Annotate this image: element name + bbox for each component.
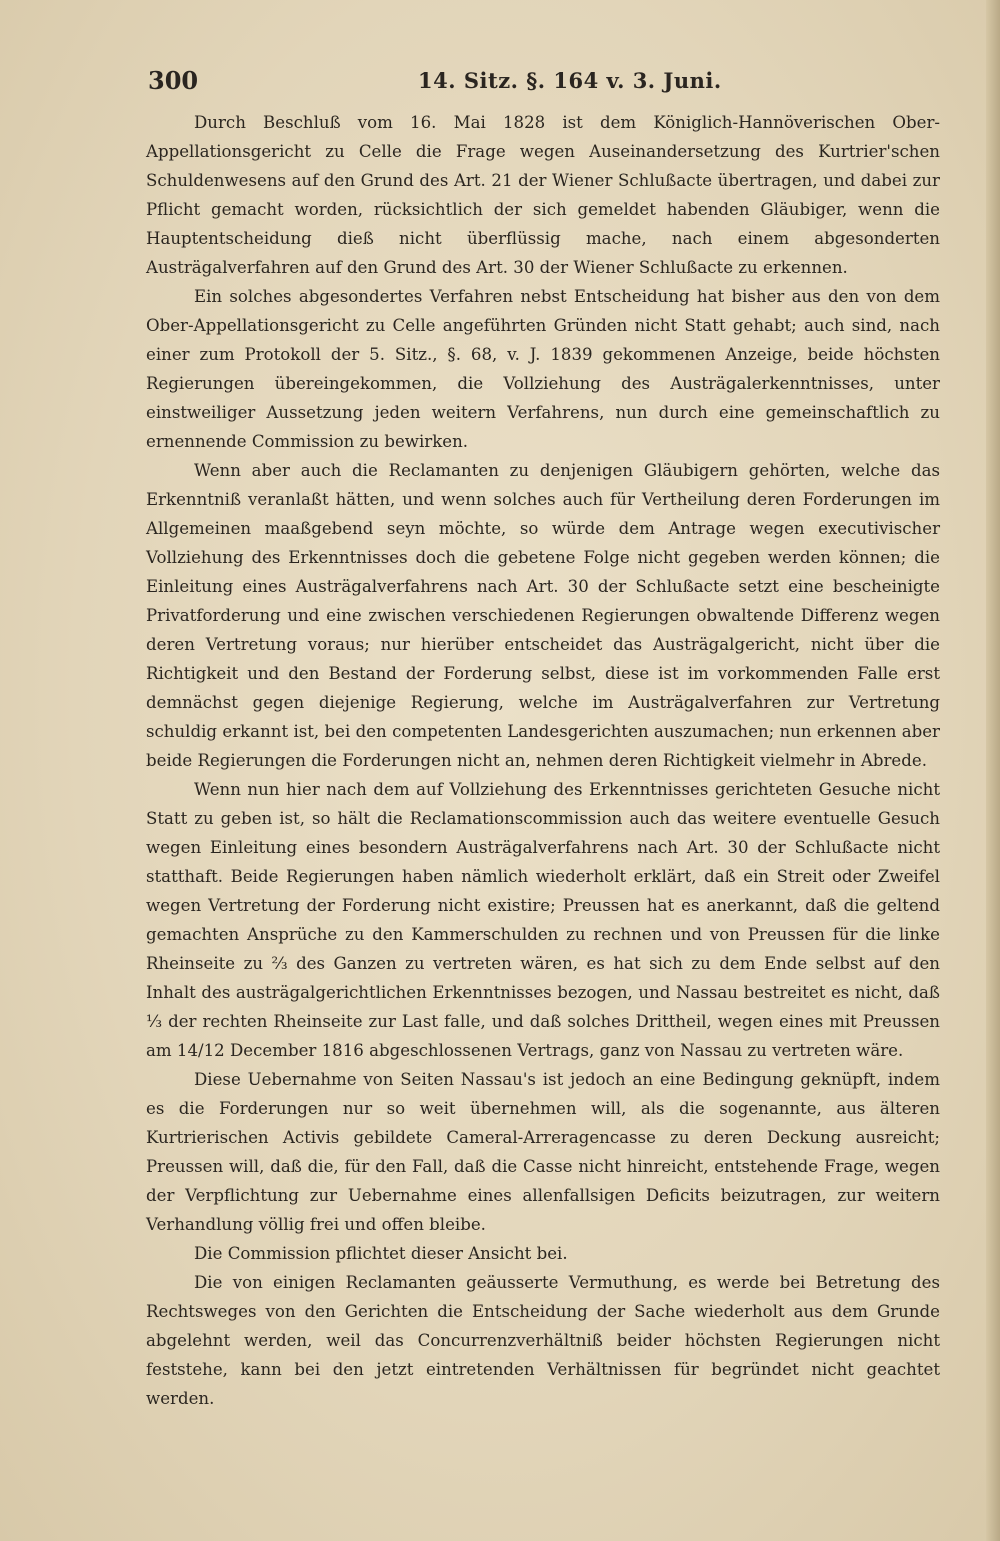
page-edge-shadow [986,0,1000,1541]
paragraph: Ein solches abgesondertes Verfahren nebst Entscheidung hat bisher aus den von dem Ober-Appellationsgericht zu Celle angeführten Gründen nicht Statt gehabt; auch sind, nach einer zum Protokoll der 5. Sitz., §. 68, v. J. 1839 gekommenen Anzeige, beide höchsten Regierungen übereingekommen, die Vollziehung des Austrägalerkenntnisses, unter einstweiliger Aussetzung jeden weitern Verfahrens, nun durch eine gemeinschaftlich zu ernennende Commission zu bewirken. [146,287,940,451]
page-header [148,62,938,102]
paragraph: Die Commission pflichtet dieser Ansicht bei. [194,1244,568,1263]
paragraph: Wenn nun hier nach dem auf Vollziehung des Erkenntnisses gerichteten Gesuche nicht Statt zu geben ist, so hält die Reclamationscommission auch das weitere eventuelle Gesuch wegen Einleitung eines besondern Austrägalverfahrens nach Art. 30 der Schlußacte nicht statthaft. Beide Regierungen haben nämlich wiederholt erklärt, daß ein Streit oder Zweifel wegen Vertretung der Forderung nicht existire; Preussen hat es anerkannt, daß die geltend gemachten Ansprüche zu den Kammerschulden zu rechnen und von Preussen für die linke Rheinseite zu ⅔ des Ganzen zu vertreten wären, es hat sich zu dem Ende selbst auf den Inhalt des austrägalgerichtlichen Erkenntnisses bezogen, und Nassau bestreitet es nicht, daß ⅓ der rechten Rheinseite zur Last falle, und daß solches Drittheil, wegen eines mit Preussen am 14/12 December 1816 abgeschlossenen Vertrags, ganz von Nassau zu vertreten wäre. [146,780,940,1060]
page-number: 300 [148,66,199,95]
body-text [146,108,940,1413]
paragraph: Durch Beschluß vom 16. Mai 1828 ist dem Königlich-Hannöverischen Ober-Appellationsgericht zu Celle die Frage wegen Auseinandersetzung des Kurtrier'schen Schuldenwesens auf den Grund des Art. 21 der Wiener Schlußacte übertragen, und dabei zur Pflicht gemacht worden, rücksichtlich der sich gemeldet habenden Gläubiger, wenn die Hauptentscheidung dieß nicht überflüssig mache, nach einem abgesonderten Austrägalverfahren auf den Grund des Art. 30 der Wiener Schlußacte zu erkennen. [146,113,940,277]
running-head: 14. Sitz. §. 164 v. 3. Juni. [418,68,722,93]
paragraph: Diese Uebernahme von Seiten Nassau's ist jedoch an eine Bedingung geknüpft, indem es die Forderungen nur so weit übernehmen will, als die sogenannte, aus älteren Kurtrierischen Activis gebildete Cameral-Arreragencasse zu deren Deckung ausreicht; Preussen will, daß die, für den Fall, daß die Casse nicht hinreicht, entstehende Frage, wegen der Verpflichtung zur Uebernahme eines allenfallsigen Deficits beizutragen, zur weitern Verhandlung völlig frei und offen bleibe. [146,1070,940,1234]
paragraph: Wenn aber auch die Reclamanten zu denjenigen Gläubigern gehörten, welche das Erkenntniß veranlaßt hätten, und wenn solches auch für Vertheilung deren Forderungen im Allgemeinen maaßgebend seyn möchte, so würde dem Antrage wegen executivischer Vollziehung des Erkenntnisses doch die gebetene Folge nicht gegeben werden können; die Einleitung eines Austrägalverfahrens nach Art. 30 der Schlußacte setzt eine bescheinigte Privatforderung und eine zwischen verschiedenen Regierungen obwaltende Differenz wegen deren Vertretung voraus; nur hierüber entscheidet das Austrägalgericht, nicht über die Richtigkeit und den Bestand der Forderung selbst, diese ist im vorkommenden Falle erst demnächst gegen diejenige Regierung, welche im Austrägalverfahren zur Vertretung schuldig erkannt ist, bei den competenten Landesgerichten auszumachen; nun erkennen aber beide Regierungen die Forderungen nicht an, nehmen deren Richtigkeit vielmehr in Abrede. [146,461,940,770]
paragraph: Die von einigen Reclamanten geäusserte Vermuthung, es werde bei Betretung des Rechtsweges von den Gerichten die Entscheidung der Sache wiederholt aus dem Grunde abgelehnt werden, weil das Concurrenzverhältniß beider höchsten Regierungen nicht feststehe, kann bei den jetzt eintretenden Verhältnissen für begründet nicht geachtet werden. [146,1273,940,1408]
